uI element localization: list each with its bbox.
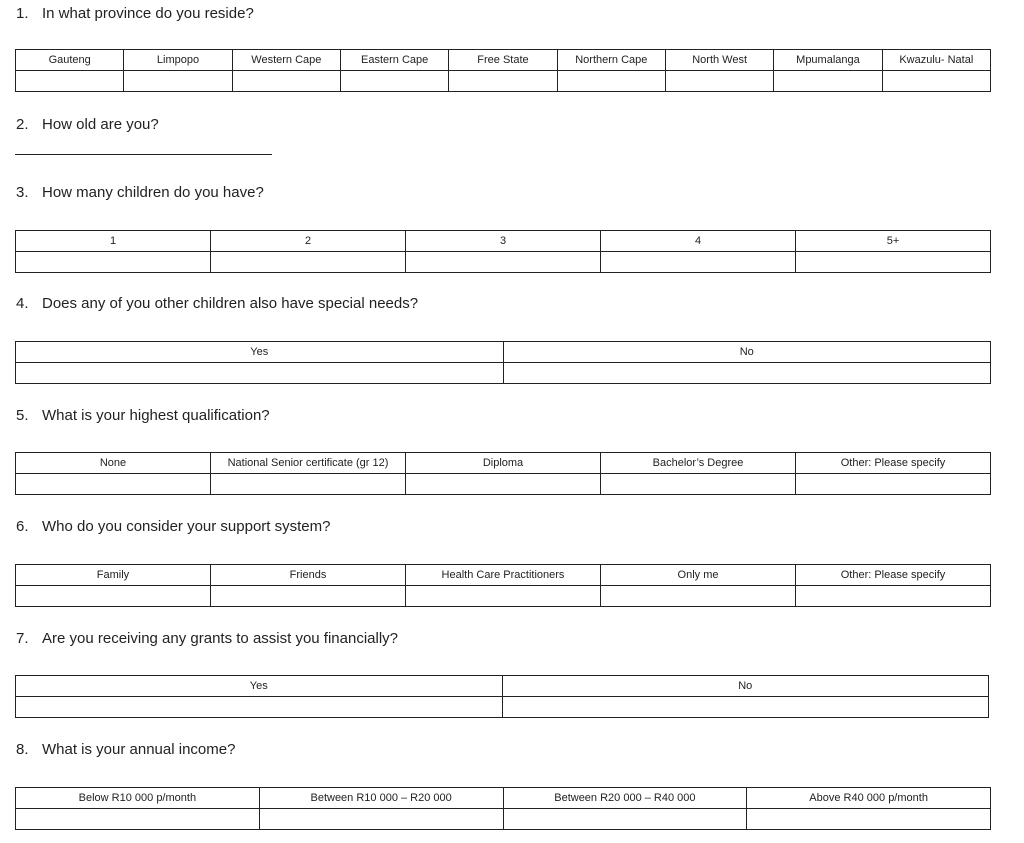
question-5-heading (16, 407, 270, 425)
question-text: Does any of you other children also have special needs? (42, 295, 419, 312)
answer-cell[interactable] (16, 71, 124, 92)
option-label: 5+ (796, 231, 991, 252)
question-text: How old are you? (42, 116, 159, 133)
question-7-heading (16, 630, 398, 648)
option-label: Only me (601, 565, 796, 586)
answer-cell[interactable] (16, 363, 504, 384)
question-number: 1. (16, 5, 29, 22)
option-labels-row (16, 342, 991, 363)
answer-cell[interactable] (601, 586, 796, 607)
option-label: Western Cape (232, 50, 340, 71)
option-label: 2 (211, 231, 406, 252)
option-label: Below R10 000 p/month (16, 788, 260, 809)
question-4-heading (16, 295, 418, 313)
answer-cell[interactable] (211, 586, 406, 607)
answer-cell[interactable] (502, 697, 989, 718)
option-label: Between R10 000 – R20 000 (259, 788, 503, 809)
option-label: Above R40 000 p/month (747, 788, 991, 809)
option-label: Friends (211, 565, 406, 586)
question-number: 6. (16, 518, 29, 535)
question-text: How many children do you have? (42, 184, 264, 201)
question-number: 8. (16, 741, 29, 758)
option-label: North West (665, 50, 773, 71)
answer-cell[interactable] (16, 586, 211, 607)
question-6-options-table (15, 564, 991, 607)
option-label: Northern Cape (557, 50, 665, 71)
question-2-heading (16, 116, 159, 134)
answer-cell[interactable] (211, 252, 406, 273)
question-text: In what province do you reside? (42, 5, 254, 22)
answer-cell[interactable] (503, 363, 991, 384)
answer-cell[interactable] (406, 474, 601, 495)
question-text: Who do you consider your support system? (42, 518, 331, 535)
answer-cell[interactable] (601, 474, 796, 495)
answer-row (16, 71, 991, 92)
answer-cell[interactable] (665, 71, 773, 92)
option-labels-row (16, 50, 991, 71)
age-answer-line[interactable] (15, 154, 272, 155)
option-label: Diploma (406, 453, 601, 474)
question-1-options-table (15, 49, 991, 92)
question-text: Are you receiving any grants to assist you financially? (42, 630, 399, 647)
question-6-heading (16, 518, 330, 536)
answer-row (16, 363, 991, 384)
answer-cell[interactable] (124, 71, 232, 92)
answer-row (16, 586, 991, 607)
answer-cell[interactable] (449, 71, 557, 92)
option-label: Free State (449, 50, 557, 71)
question-5-options-table (15, 452, 991, 495)
answer-cell[interactable] (16, 809, 260, 830)
option-label: Bachelor’s Degree (601, 453, 796, 474)
option-label: No (503, 342, 991, 363)
option-label: Other: Please specify (796, 565, 991, 586)
option-label: Mpumalanga (774, 50, 882, 71)
option-label: None (16, 453, 211, 474)
answer-cell[interactable] (774, 71, 882, 92)
option-label: Health Care Practitioners (406, 565, 601, 586)
question-number: 4. (16, 295, 29, 312)
option-label: 1 (16, 231, 211, 252)
answer-row (16, 809, 991, 830)
question-number: 5. (16, 407, 29, 424)
option-label: National Senior certificate (gr 12) (211, 453, 406, 474)
option-label: Eastern Cape (340, 50, 448, 71)
question-number: 7. (16, 630, 29, 647)
option-labels-row (16, 788, 991, 809)
answer-cell[interactable] (601, 252, 796, 273)
answer-row (16, 697, 989, 718)
option-labels-row (16, 231, 991, 252)
option-label: Yes (16, 676, 503, 697)
answer-cell[interactable] (340, 71, 448, 92)
option-label: 3 (406, 231, 601, 252)
answer-cell[interactable] (16, 252, 211, 273)
answer-cell[interactable] (211, 474, 406, 495)
answer-cell[interactable] (259, 809, 503, 830)
option-labels-row (16, 565, 991, 586)
answer-cell[interactable] (796, 252, 991, 273)
option-labels-row (16, 676, 989, 697)
question-number: 2. (16, 116, 29, 133)
option-label: Between R20 000 – R40 000 (503, 788, 747, 809)
question-3-heading (16, 184, 264, 202)
question-text: What is your highest qualification? (42, 407, 270, 424)
answer-cell[interactable] (747, 809, 991, 830)
answer-cell[interactable] (406, 252, 601, 273)
answer-row (16, 474, 991, 495)
option-label: Other: Please specify (796, 453, 991, 474)
option-label: Gauteng (16, 50, 124, 71)
option-labels-row (16, 453, 991, 474)
answer-cell[interactable] (557, 71, 665, 92)
question-7-options-table (15, 675, 989, 718)
question-8-heading (16, 741, 235, 759)
option-label: 4 (601, 231, 796, 252)
answer-cell[interactable] (882, 71, 990, 92)
question-1-heading (16, 5, 254, 23)
answer-row (16, 252, 991, 273)
option-label: Limpopo (124, 50, 232, 71)
question-number: 3. (16, 184, 29, 201)
answer-cell[interactable] (503, 809, 747, 830)
answer-cell[interactable] (232, 71, 340, 92)
question-8-options-table (15, 787, 991, 830)
question-4-options-table (15, 341, 991, 384)
answer-cell[interactable] (16, 474, 211, 495)
option-label: Family (16, 565, 211, 586)
answer-cell[interactable] (406, 586, 601, 607)
answer-cell[interactable] (796, 586, 991, 607)
option-label: Yes (16, 342, 504, 363)
answer-cell[interactable] (796, 474, 991, 495)
answer-cell[interactable] (16, 697, 503, 718)
option-label: Kwazulu- Natal (882, 50, 990, 71)
question-text: What is your annual income? (42, 741, 236, 758)
option-label: No (502, 676, 989, 697)
question-3-options-table (15, 230, 991, 273)
